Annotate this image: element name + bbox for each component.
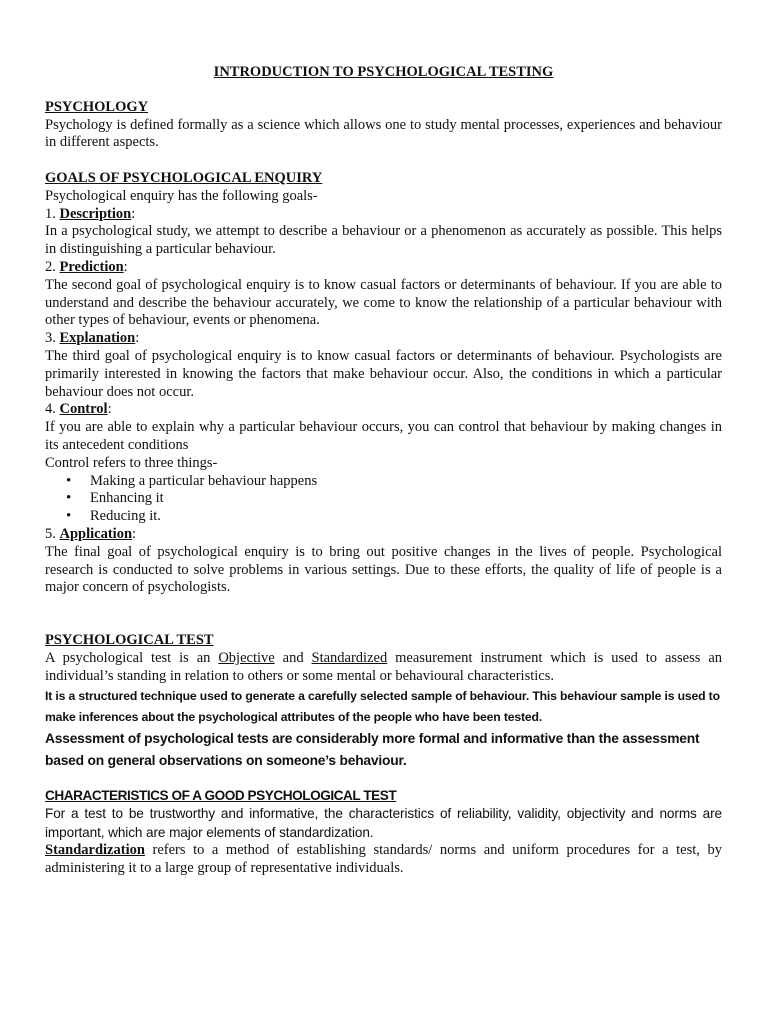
control-intro: Control refers to three things- (45, 454, 218, 471)
characteristics-heading: CHARACTERISTICS OF A GOOD PSYCHOLOGICAL TEST (45, 787, 397, 803)
goals-heading: GOALS OF PSYCHOLOGICAL ENQUIRY (45, 169, 323, 186)
goal-text-explanation: The third goal of psychological enquiry is to know casual factors or determinants of behaviour. Psychologists are primarily interested in knowing the factors that make behaviour occur. Also, the conditions in which a particular behaviour does not occur. (45, 347, 722, 400)
list-item: • Enhancing it (90, 490, 722, 508)
psychological-test-heading: PSYCHOLOGICAL TEST (45, 632, 214, 649)
goal-item-heading: 2. Prediction: (45, 258, 128, 275)
goal-label-prediction: Prediction (59, 258, 124, 275)
goal-item-heading: 5. Application: (45, 525, 137, 542)
document-page (45, 64, 722, 878)
goal-item-heading: 4. Control: (45, 401, 112, 418)
characteristics-text: For a test to be trustworthy and informative, the characteristics of reliability, validity, objectivity and norms are important, which are major elements of standardization. (45, 806, 722, 841)
goal-text-control: If you are able to explain why a particular behaviour occurs, you can control that behaviour by making changes in its antecedent conditions (45, 419, 722, 453)
goal-item-heading: 3. Explanation: (45, 330, 140, 347)
goals-intro: Psychological enquiry has the following goals- (45, 187, 318, 204)
standardization-term: Standardization (45, 842, 145, 859)
goal-text-prediction: The second goal of psychological enquiry is to know casual factors or determinants of behaviour. If you are able to understand and describe the behaviour accurately, we come to know the relationship of a particular behaviour with other types of behaviour, events or phenomena. (45, 276, 722, 329)
goal-label-application: Application (59, 525, 133, 542)
document-title: INTRODUCTION TO PSYCHOLOGICAL TESTING (213, 64, 554, 80)
goal-label-explanation: Explanation (59, 330, 136, 347)
structured-technique-text: It is a structured technique used to generate a carefully selected sample of behaviour. This behaviour sample is used to make inferences about the psychological attributes of the people who have been tested. (45, 688, 720, 724)
control-bullet-list (45, 473, 722, 526)
goal-label-description: Description (59, 205, 132, 222)
goal-label-control: Control (59, 401, 108, 418)
goal-text-application: The final goal of psychological enquiry is to bring out positive changes in the lives of people. Psychological research is conducted to solve problems in various settings. Due to these efforts, the quality of life of people is a major concern of psychologists. (45, 543, 722, 596)
assessment-text: Assessment of psychological tests are considerably more formal and informative than the assessment based on general observations on someone’s behaviour. (45, 730, 700, 768)
psychology-heading: PSYCHOLOGY (45, 98, 149, 115)
objective-term: Objective (218, 649, 275, 666)
standardization-definition: Standardization refers to a method of establishing standards/ norms and uniform procedures for a test, by administering it to a large group of representative individuals. (45, 842, 722, 877)
standardized-term: Standardized (311, 649, 388, 666)
goal-item-heading: 1. Description: (45, 205, 136, 222)
goal-text-description: In a psychological study, we attempt to describe a behaviour or a phenomenon as accurately as possible. This helps in distinguishing a particular behaviour. (45, 223, 722, 258)
list-item: • Reducing it. (90, 508, 722, 526)
list-item: • Making a particular behaviour happens (90, 473, 722, 491)
psychological-test-definition: A psychological test is an Objective and Standardized measurement instrument which is used to assess an individual’s standing in relation to others or some mental or behavioural characteristics. (45, 649, 723, 684)
psychology-definition: Psychology is defined formally as a science which allows one to study mental processes, experiences and behaviour in different aspects. (45, 116, 722, 151)
